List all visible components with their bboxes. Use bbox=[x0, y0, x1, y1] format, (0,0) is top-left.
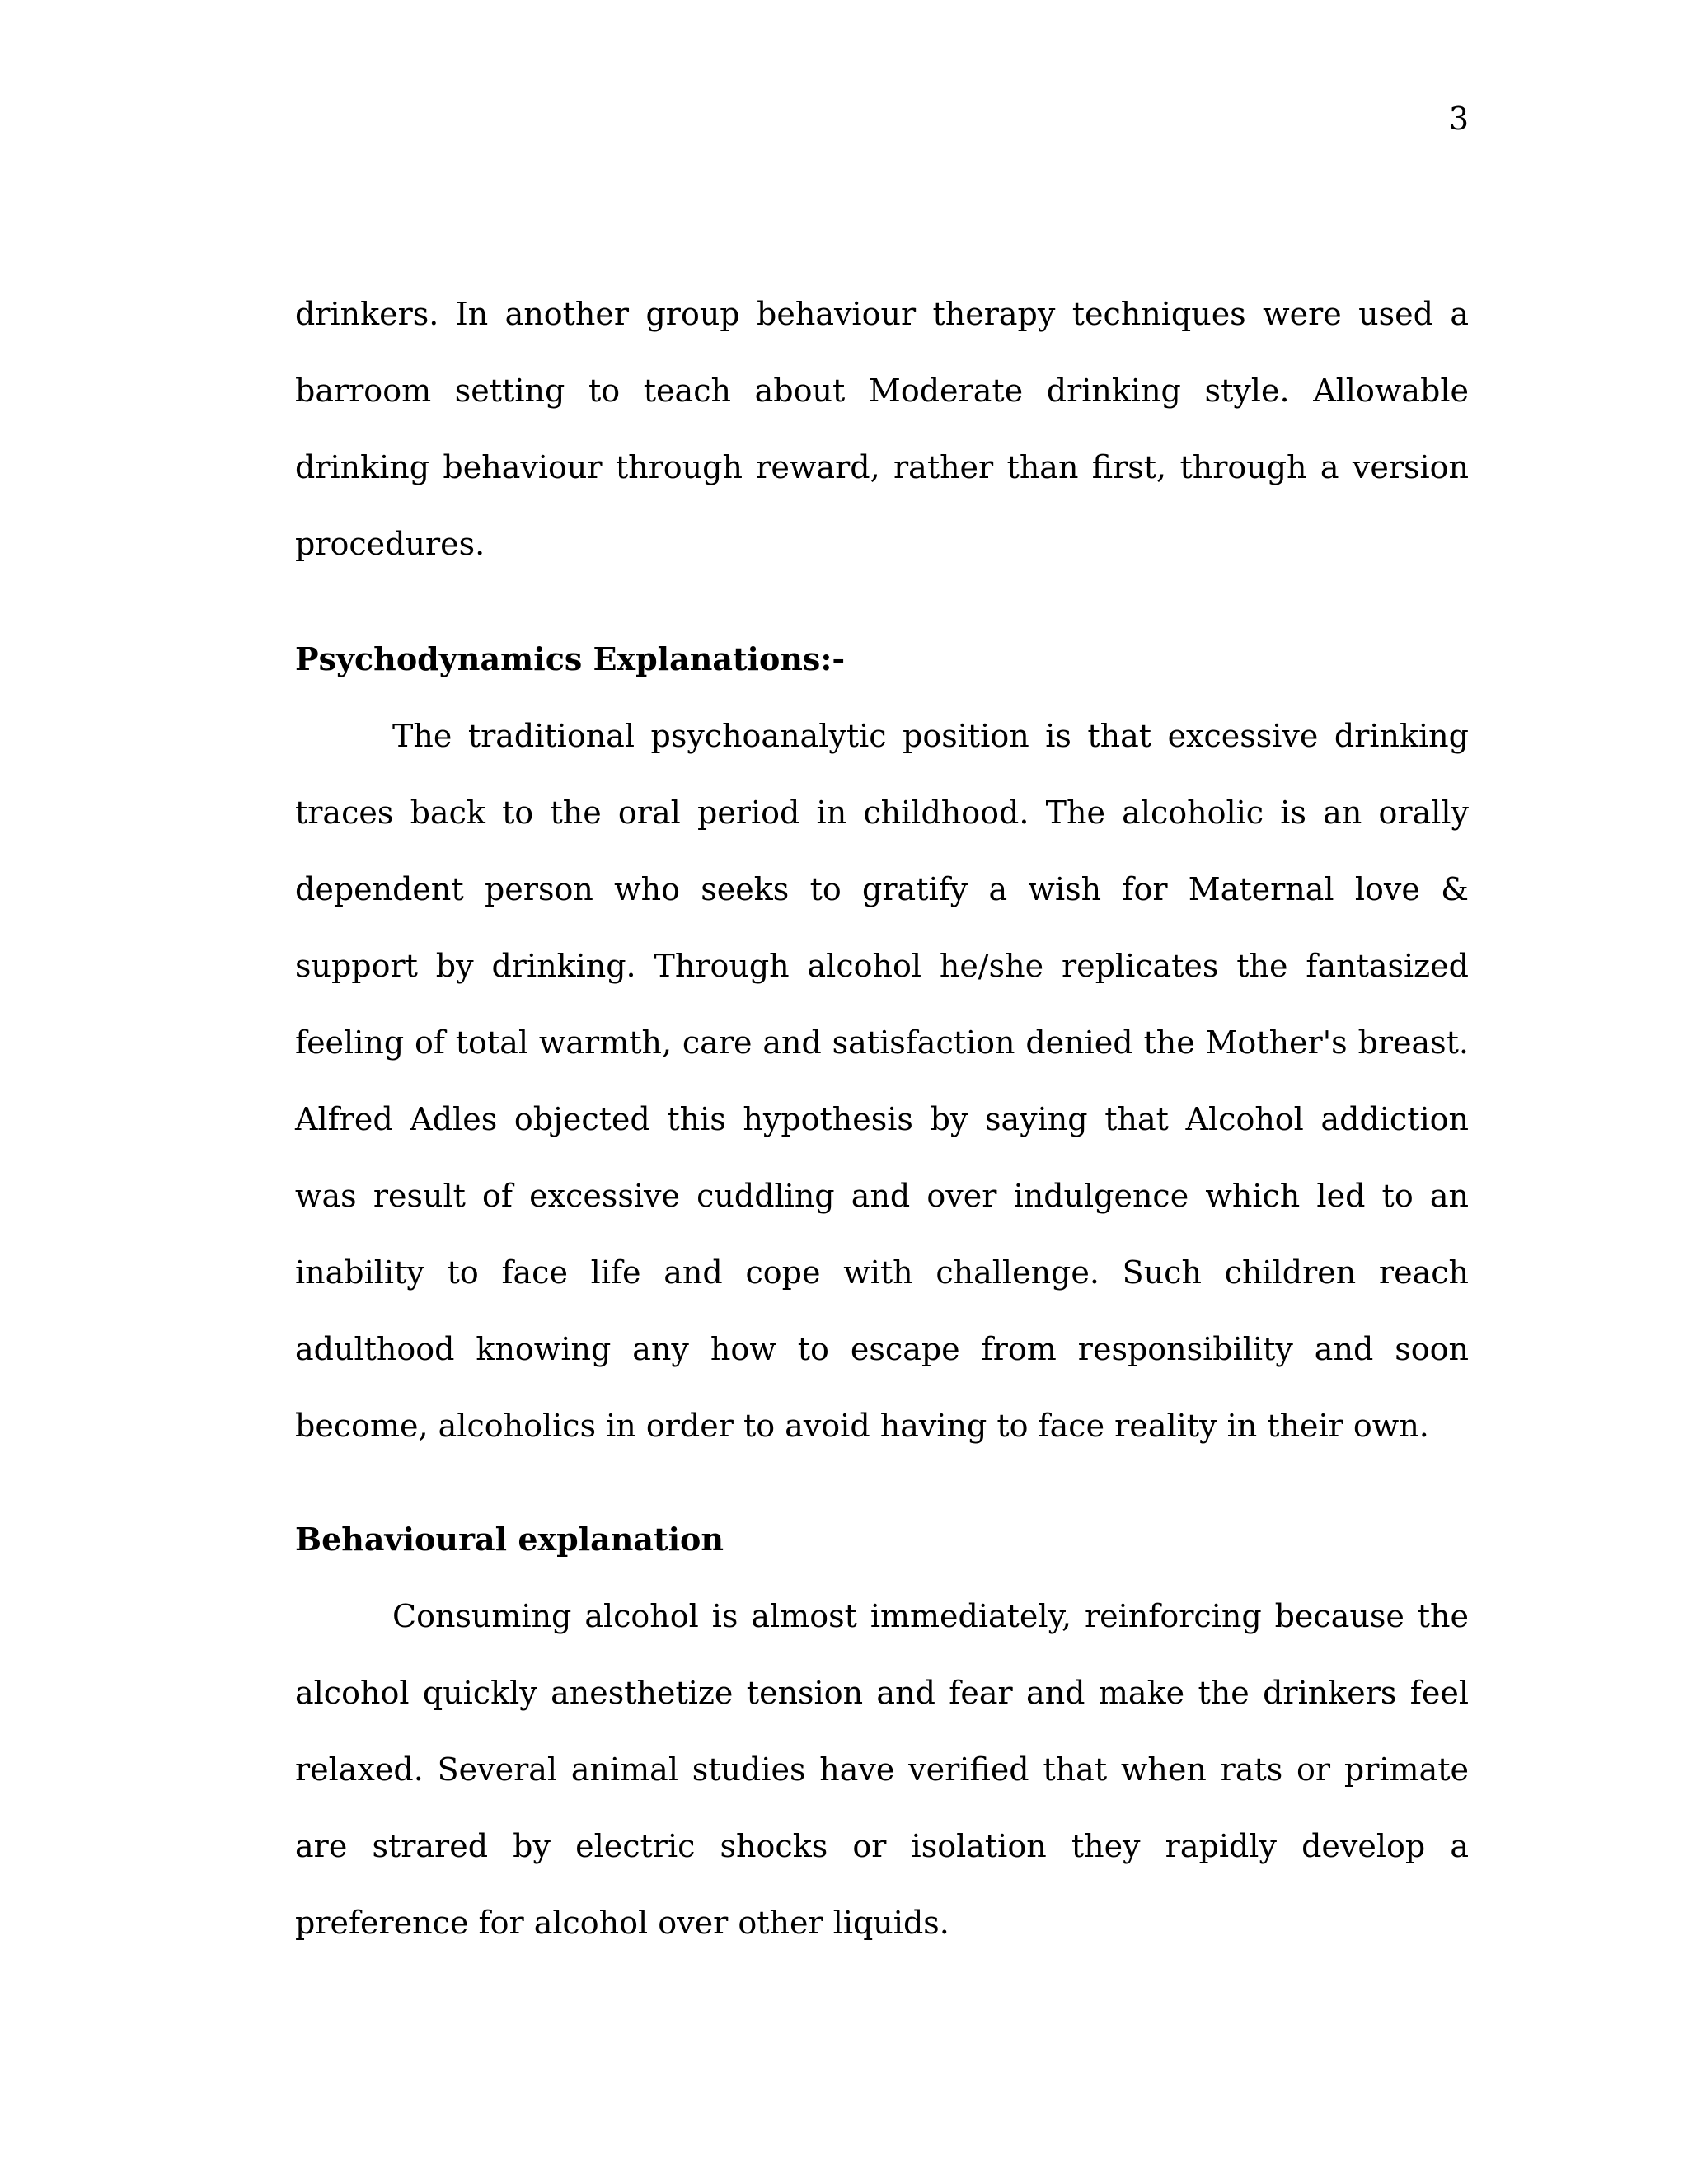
body-paragraph-intro: drinkers. In another group behaviour therapy techniques were used a barroom setting to teach about Moderate drinking style. Allowable drinking behaviour through reward, rather than first, through a version procedures. bbox=[295, 296, 1469, 562]
body-paragraph-behavioural: Consuming alcohol is almost immediately, reinforcing because the alcohol quickly anesthetize tension and fear and make the drinkers feel relaxed. Several animal studies have verified that when rats or primate are strared by electric shocks or isolation they rapidly develop a preference for alcohol over other liquids. bbox=[295, 1598, 1469, 1941]
section-heading-behavioural: Behavioural explanation bbox=[295, 1521, 724, 1558]
section-heading-psychodynamics: Psychodynamics Explanations:- bbox=[295, 640, 846, 677]
body-paragraph-psychodynamics: The traditional psychoanalytic position is that excessive drinking traces back to the oral period in childhood. The alcoholic is an orally dependent person who seeks to gratify a wish for Maternal love & support by drinking. Through alcohol he/she replicates the fantasized feeling of total warmth, care and satisfaction denied the Mother's breast. Alfred Adles objected this hypothesis by saying that Alcohol addiction was result of excessive cuddling and over indulgence which led to an inability to face life and cope with challenge. Such children reach adulthood knowing any how to escape from responsibility and soon become, alcoholics in order to avoid having to face reality in their own. bbox=[295, 718, 1469, 1444]
page-number: 3 bbox=[1448, 101, 1469, 137]
